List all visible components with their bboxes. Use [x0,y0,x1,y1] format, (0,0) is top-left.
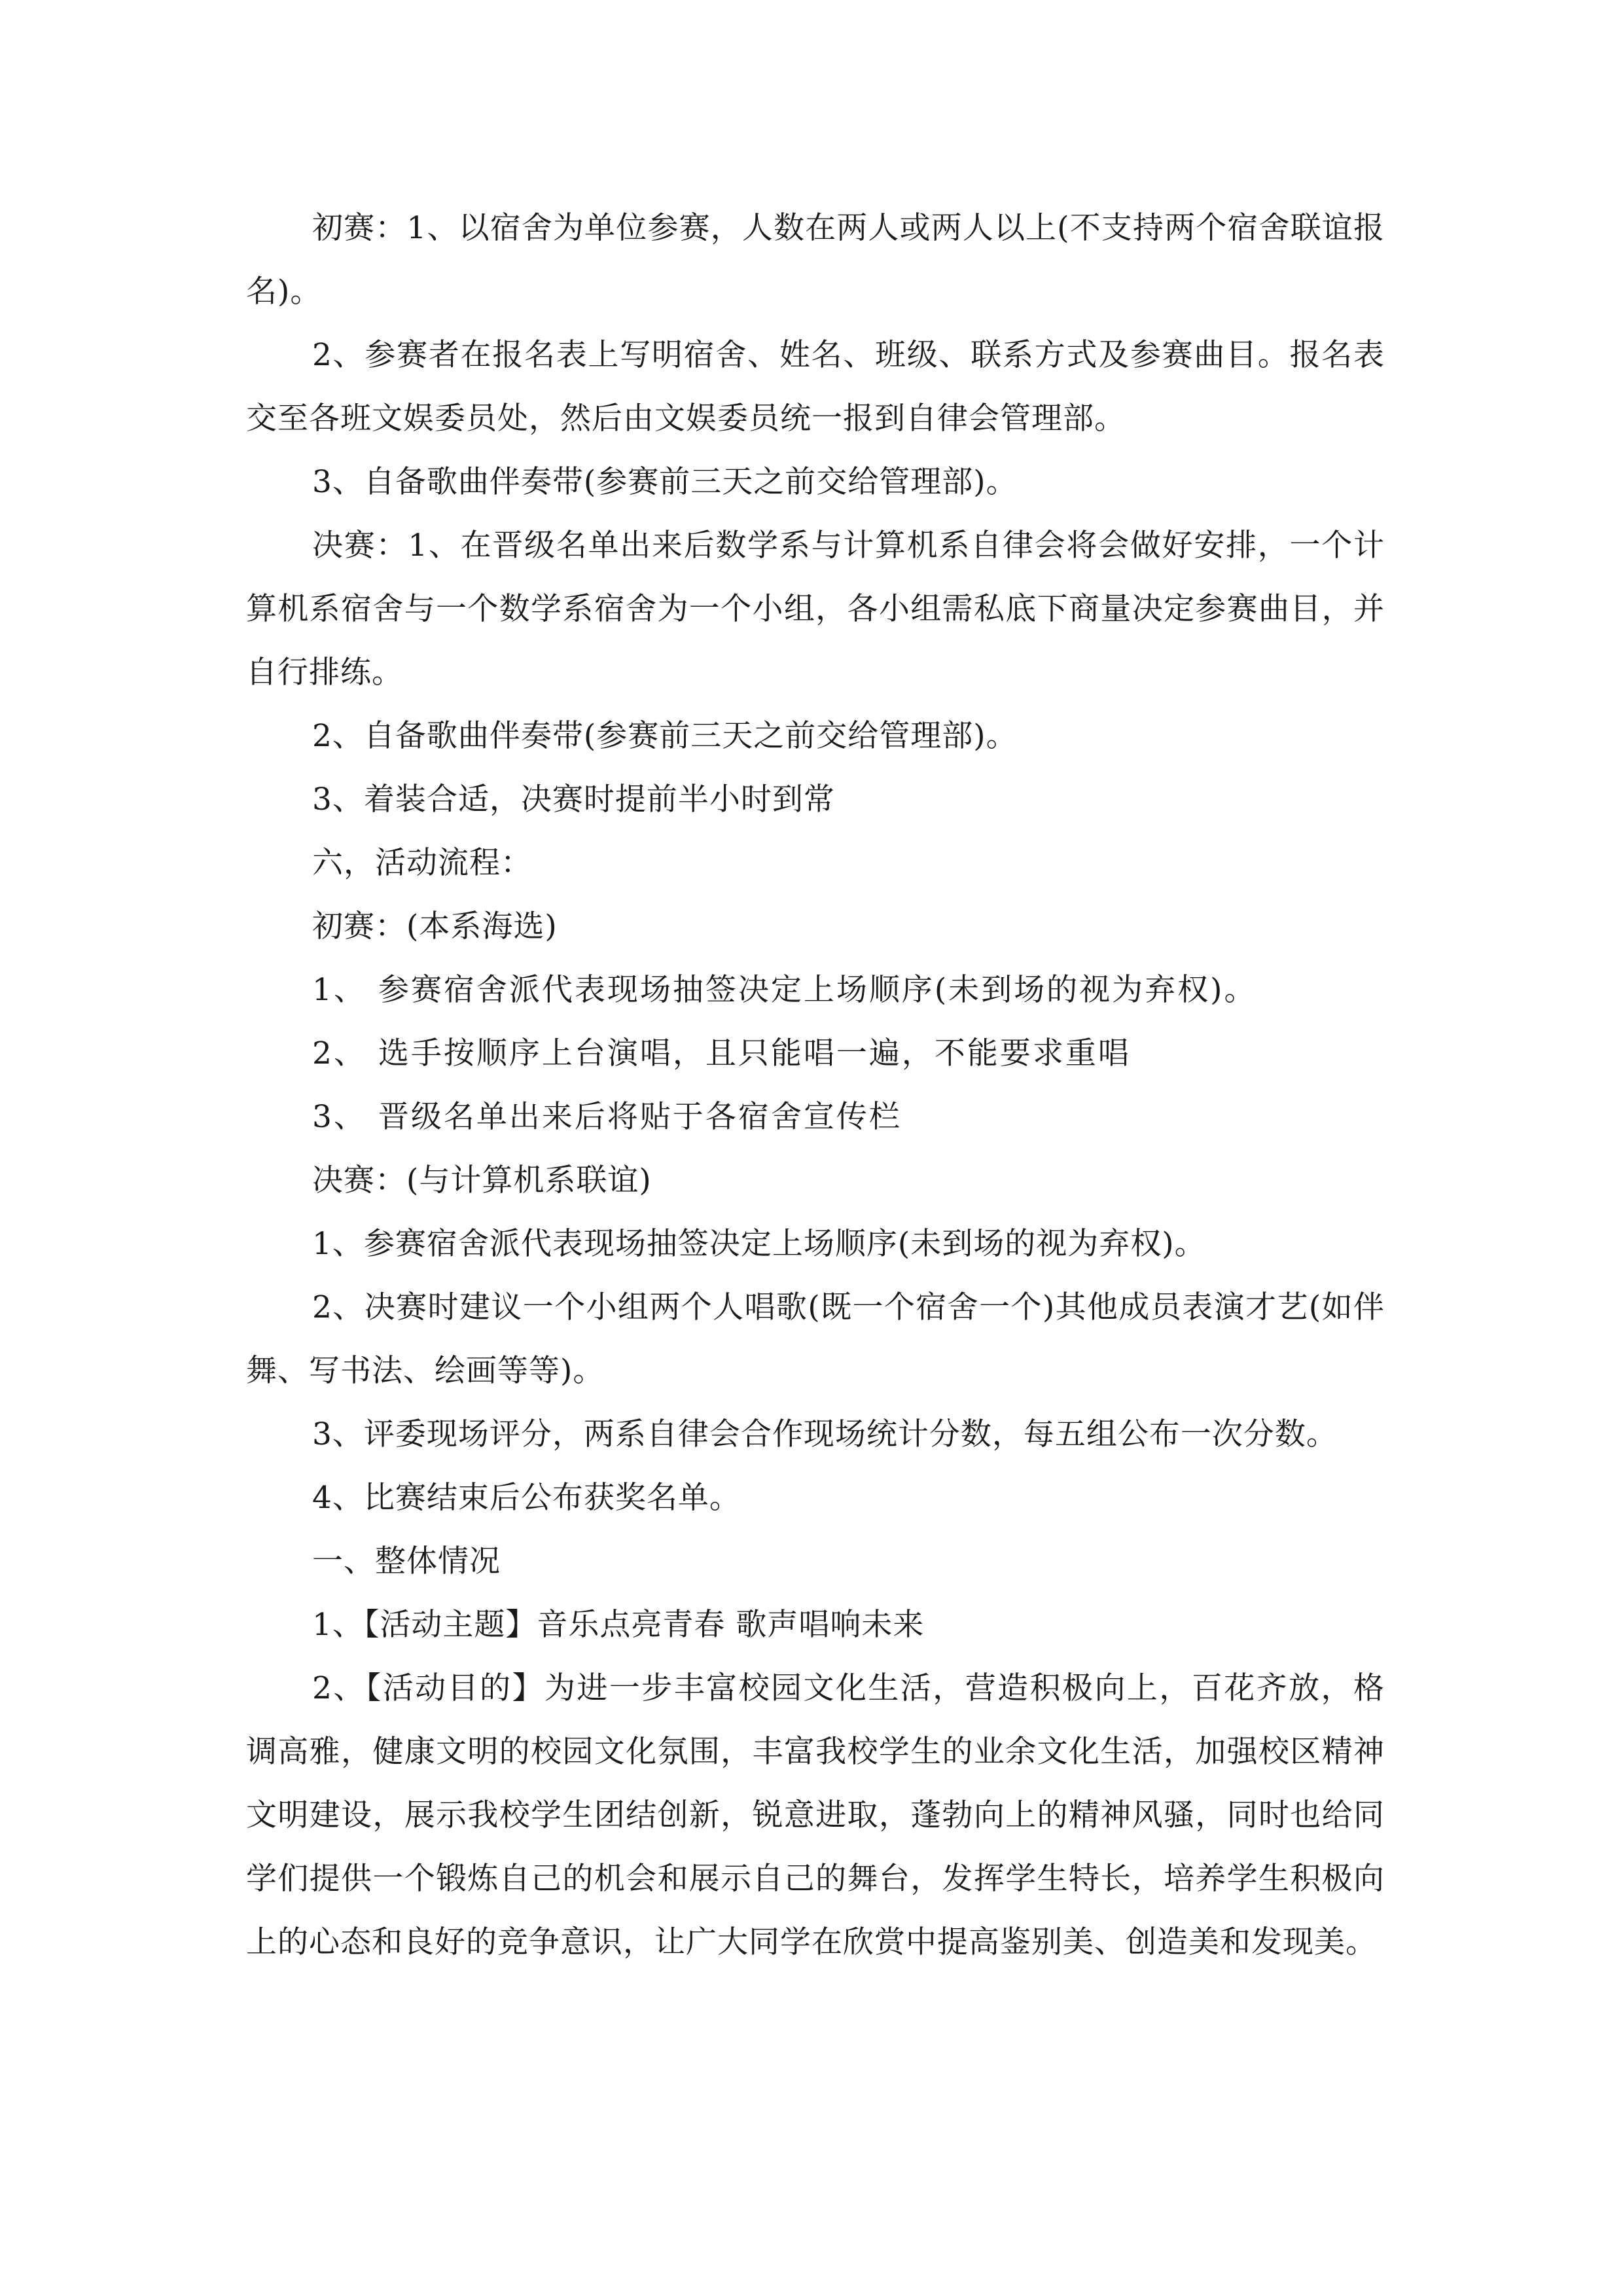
paragraph-preliminary-rule-2: 2、参赛者在报名表上写明宿舍、姓名、班级、联系方式及参赛曲目。报名表交至各班文娱委员处，然后由文娱委员统一报到自律会管理部。 [246,337,1385,437]
document-body [246,196,1385,1974]
section-heading-overall-situation: 一、整体情况 [312,1543,501,1579]
list-item-preliminary-step-2: 2、 选手按顺序上台演唱，且只能唱一遍，不能要求重唱 [312,1035,1131,1071]
paragraph-activity-purpose: 2、【活动目的】为进一步丰富校园文化生活，营造积极向上，百花齐放，格调高雅，健康文明的校园文化氛围，丰富我校学生的业余文化生活，加强校区精神文明建设，展示我校学生团结创新，锐意进取，蓬勃向上的精神风骚，同时也给同学们提供一个锻炼自己的机会和展示自己的舞台，发挥学生特长，培养学生积极向上的心态和良好的竞争意识，让广大同学在欣赏中提高鉴别美、创造美和发现美。 [246,1670,1385,1960]
subheading-final: 决赛：(与计算机系联谊) [312,1162,652,1198]
paragraph-final-rule-3: 3、着装合适，决赛时提前半小时到常 [312,781,835,817]
list-item-preliminary-step-1: 1、 参赛宿舍派代表现场抽签决定上场顺序(未到场的视为弃权)。 [312,972,1257,1008]
list-item-final-step-4: 4、比赛结束后公布获奖名单。 [312,1480,741,1516]
paragraph-preliminary-rule-1: 初赛：1、以宿舍为单位参赛，人数在两人或两人以上(不支持两个宿舍联谊报名)。 [246,210,1385,310]
list-item-final-step-2: 2、决赛时建议一个小组两个人唱歌(既一个宿舍一个)其他成员表演才艺(如伴舞、写书法、绘画等等)。 [246,1289,1385,1389]
paragraph-final-rule-1: 决赛：1、在晋级名单出来后数学系与计算机系自律会将会做好安排，一个计算机系宿舍与一个数学系宿舍为一个小组，各小组需私底下商量决定参赛曲目，并自行排练。 [246,528,1385,691]
paragraph-final-rule-2: 2、自备歌曲伴奏带(参赛前三天之前交给管理部)。 [312,718,1018,754]
section-heading-activity-process: 六，活动流程： [312,845,532,881]
paragraph-activity-theme: 1、【活动主题】音乐点亮青春 歌声唱响未来 [312,1607,925,1643]
list-item-final-step-3: 3、评委现场评分，两系自律会合作现场统计分数，每五组公布一次分数。 [312,1416,1338,1452]
subheading-preliminary: 初赛：(本系海选) [312,908,558,944]
list-item-preliminary-step-3: 3、 晋级名单出来后将贴于各宿舍宣传栏 [312,1099,902,1135]
paragraph-preliminary-rule-3: 3、自备歌曲伴奏带(参赛前三天之前交给管理部)。 [312,464,1018,500]
list-item-final-step-1: 1、参赛宿舍派代表现场抽签决定上场顺序(未到场的视为弃权)。 [312,1226,1206,1262]
